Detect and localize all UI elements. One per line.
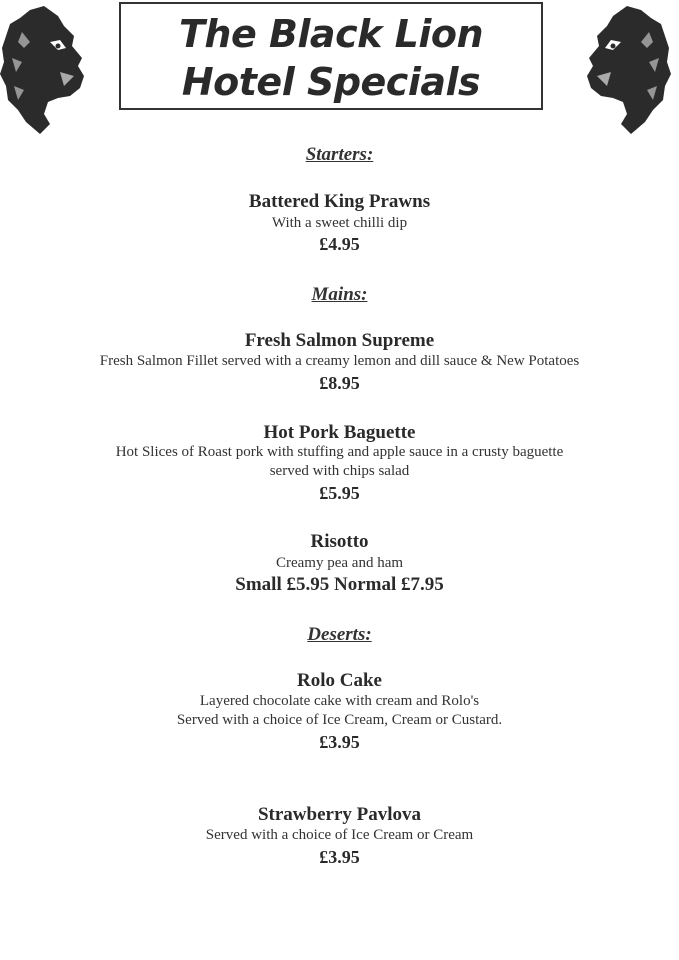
dish-name: Rolo Cake <box>297 670 382 691</box>
dish-description: Hot Slices of Roast pork with stuffing and apple sauce in a crusty baguette <box>115 444 564 460</box>
dish-price: £3.95 <box>319 732 360 752</box>
title-line-1: The Black Lion <box>178 12 484 56</box>
dish-description: Fresh Salmon Fillet served with a creamy lemon and dill sauce & New Potatoes <box>99 353 580 369</box>
lion-head-icon <box>0 2 86 134</box>
dish-name: Fresh Salmon Supreme <box>244 330 435 351</box>
title-line-2: Hotel Specials <box>181 60 481 104</box>
dish-name: Battered King Prawns <box>248 191 431 212</box>
dish-description: Served with a choice of Ice Cream, Cream or Custard. <box>176 712 503 728</box>
dish-price: £4.95 <box>319 234 360 254</box>
dish-name: Strawberry Pavlova <box>257 804 422 825</box>
dish-price: £8.95 <box>319 373 360 393</box>
dish-description: Layered chocolate cake with cream and Rolo's <box>199 693 480 709</box>
dish-price: £5.95 <box>319 483 360 503</box>
dish-price: £3.95 <box>319 847 360 867</box>
dish-name: Hot Pork Baguette <box>263 422 416 443</box>
section-heading-mains: Mains: <box>311 284 368 305</box>
dish-description: served with chips salad <box>269 463 410 479</box>
section-heading-starters: Starters: <box>305 144 374 165</box>
title-box <box>119 2 543 110</box>
dish-description: Served with a choice of Ice Cream or Cream <box>205 827 474 843</box>
lion-head-icon <box>585 2 671 134</box>
dish-name: Risotto <box>310 531 369 552</box>
section-heading-deserts: Deserts: <box>307 624 372 645</box>
dish-price: Small £5.95 Normal £7.95 <box>235 574 444 595</box>
dish-description: With a sweet chilli dip <box>271 215 408 231</box>
dish-description: Creamy pea and ham <box>275 555 404 571</box>
